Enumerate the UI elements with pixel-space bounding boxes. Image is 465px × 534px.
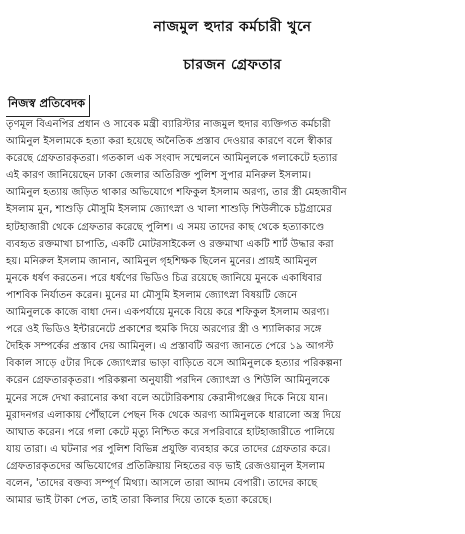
article-line: বলেন, 'তাদের বক্তব্য সম্পূর্ণ মিথ্যা। আসলে তারা আদম বেপারী। তাদের কাছে	[6, 477, 318, 489]
article-line: আমিনুলকে কাজে বাধা দেন। একপর্যায়ে মুনকে বিয়ে করে শফিকুল ইসলাম অরণ্য।	[6, 307, 330, 319]
article-body	[6, 116, 459, 509]
article-line: গ্রেফতারকৃতদের অভিযোগের প্রতিক্রিয়ায় নিহতের বড় ভাই রেজওয়ানুল ইসলাম	[6, 460, 325, 472]
article-line: হয়। মনিরুল ইসলাম জানান, আমিনুল গৃহশিক্ষক ছিলেন মুনের। প্রায়ই আমিনুল	[6, 255, 318, 267]
article-line: হাটহাজারী থেকে গ্রেফতার করেছে পুলিশ। এ সময় তাদের কাছ থেকে হত্যাকাণ্ডে	[6, 221, 325, 233]
article-line: পাশবিক নির্যাতন করেন। মুনের মা মৌসুমি ইসলাম জ্যোৎস্না বিষয়টি জেনে	[6, 289, 298, 301]
article-line: মুনকে ধর্ষণ করতেন। পরে ধর্ষণের ভিডিও চিত্র রয়েছে জানিয়ে মুনকে একাধিবার	[6, 272, 322, 284]
byline: নিজস্ব প্রতিবেদক	[6, 95, 90, 117]
article-line: আমিনুল হত্যায় জড়িত থাকার অভিযোগে শফিকুল ইসলাম অরণ্য, তার স্ত্রী মেহজাবীন	[6, 187, 347, 199]
article-line: আমার ভাই টাকা পেত, তাই তারা কিলার দিয়ে তাকে হত্যা করেছে।	[6, 495, 272, 507]
article-line: করেন গ্রেফতারকৃতরা। পরিকল্পনা অনুযায়ী পরদিন জ্যোৎস্না ও শিউলি আমিনুলকে	[6, 375, 330, 387]
article-line: এই কারণ জানিয়েছেন ঢাকা জেলার অতিরিক্ত পুলিশ সুপার মনিরুল ইসলাম।	[6, 170, 312, 182]
article-line: আঘাত করেন। পরে গলা কেটে মৃত্যু নিশ্চিত করে সপরিবারে হাটহাজারীতে পালিয়ে	[6, 426, 335, 438]
article-line: ব্যবহৃত রক্তমাখা চাপাতি, একটি মোটরসাইকেল ও রক্তমাখা একটি শার্ট উদ্ধার করা	[6, 238, 334, 250]
headline-line-2: চারজন গ্রেফতার	[183, 57, 282, 73]
article-line: মুনের সঙ্গে দেখা করানোর কথা বলে অটোরিকশায় কেরানীগঞ্জের দিকে নিয়ে যান।	[6, 392, 329, 404]
article-line: যায় তারা। এ ঘটনার পর পুলিশ বিভিন্ন প্রযুক্তি ব্যবহার করে তাদের গ্রেফতার করে।	[6, 443, 331, 455]
article-line: দৈহিক সম্পর্কের প্রস্তাব দেয় আমিনুল। এ প্রস্তাবটি অরণ্য জানতে পেরে ১৯ আগস্ট	[6, 341, 334, 353]
article-line: বিকাল সাড়ে ৫টার দিকে জ্যোৎস্নার ভাড়া বাড়িতে বসে আমিনুলকে হত্যার পরিকল্পনা	[6, 358, 343, 370]
article-line: তৃণমূল বিএনপির প্রধান ও সাবেক মন্ত্রী ব্যারিস্টার নাজমুল হুদার ব্যক্তিগত কর্মচারী	[6, 119, 331, 130]
article-line: মুরাদনগর এলাকায় পৌঁছালে পেছন দিক থেকে অরণ্য আমিনুলকে ধারালো অস্ত্র দিয়ে	[6, 409, 342, 421]
article-line: আমিনুল ইসলামকে হত্যা করা হয়েছে অনৈতিক প্রস্তাব দেওয়ার কারণে বলে স্বীকার	[6, 136, 333, 148]
byline-container	[6, 92, 459, 117]
article-line: ইসলাম মুন, শাশুড়ি মৌসুমি ইসলাম জ্যোৎস্না ও খালা শাশুড়ি শিউলীকে চট্টগ্রামের	[6, 204, 332, 216]
headline-line-1: নাজমুল হুদার কর্মচারী খুনে	[153, 19, 312, 35]
headline	[0, 8, 465, 84]
article-line: করেছে গ্রেফতারকৃতরা। গতকাল এক সংবাদ সম্মেলনে আমিনুলকে গলাকেটে হত্যার	[6, 153, 338, 165]
article-line: পরে ওই ভিডিও ইন্টারনেটে প্রকাশের হুমকি দিয়ে অরণ্যের স্ত্রী ও শ্যালিকার সঙ্গে	[6, 324, 322, 336]
